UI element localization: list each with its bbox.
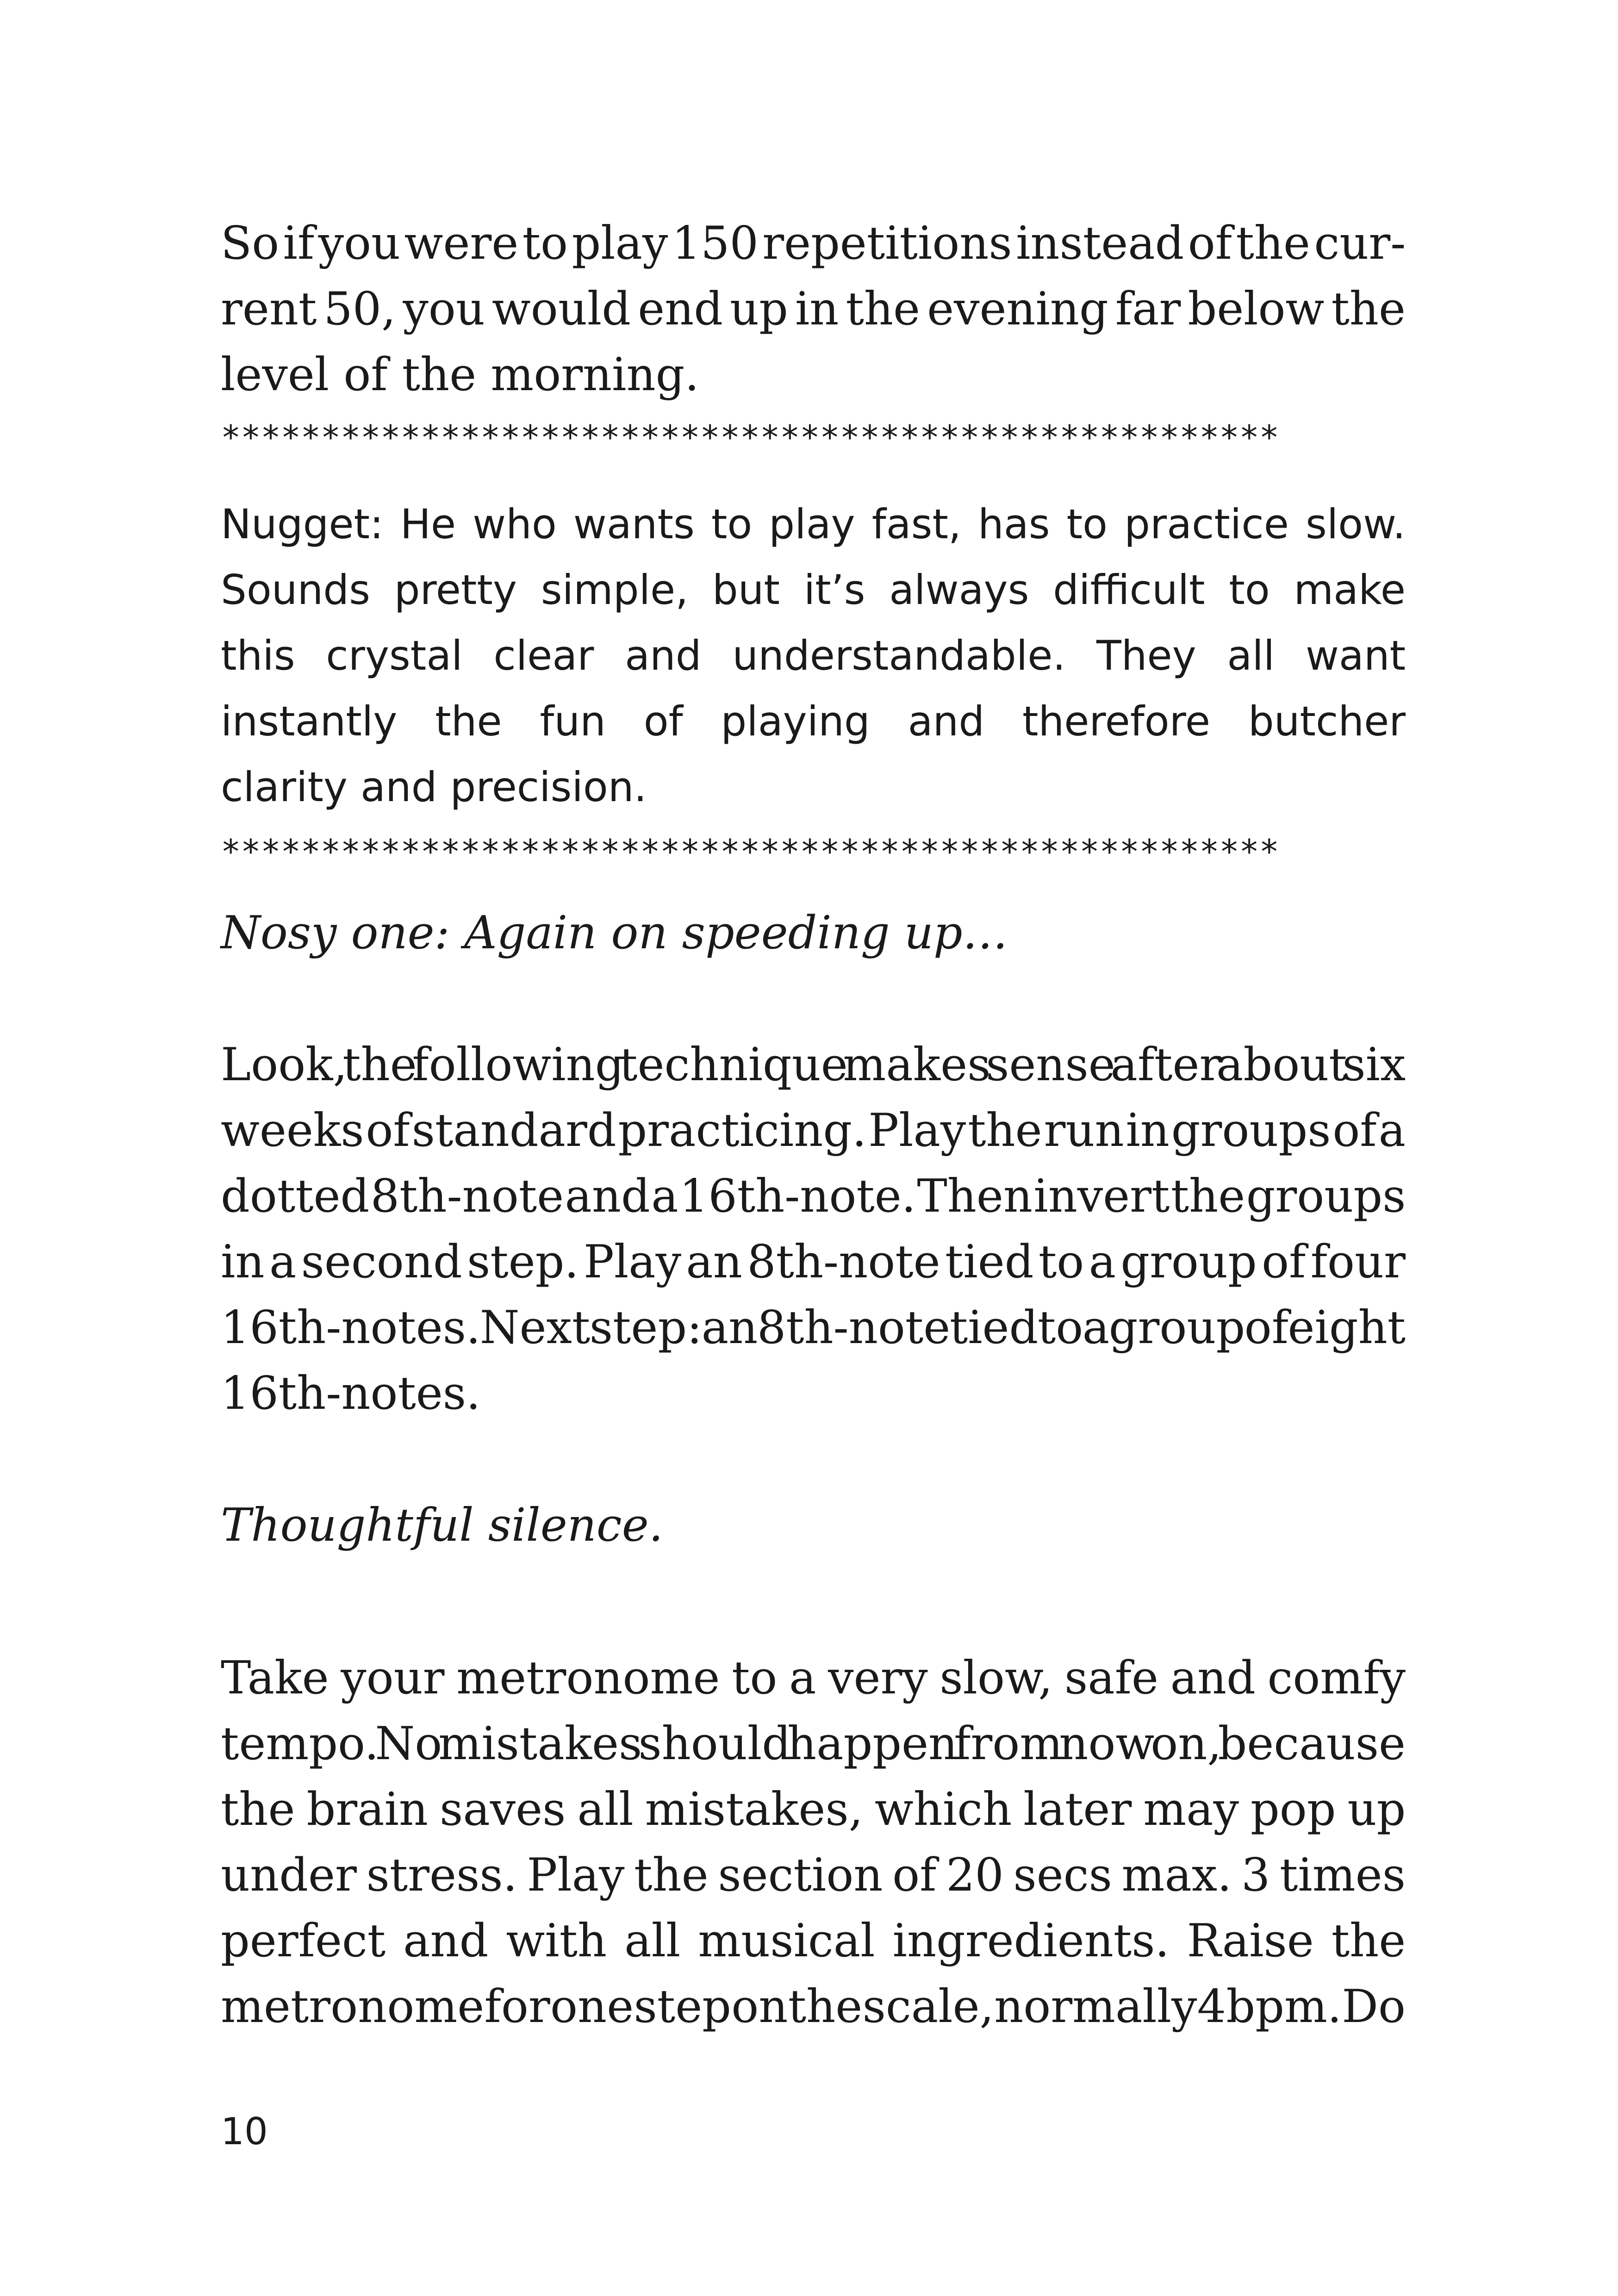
nugget-line: clarity and precision. bbox=[221, 763, 647, 811]
nugget-line: this crystal clear and understandable. They all want bbox=[221, 632, 1406, 679]
separator-bottom bbox=[221, 833, 1406, 870]
nugget-line: instantly the fun of playing and therefore butcher bbox=[221, 697, 1406, 745]
text-line: the brain saves all mistakes, which later may pop up bbox=[221, 1783, 1406, 1836]
text-line: Look, the following technique makes sense after about six bbox=[221, 1039, 1406, 1091]
page-number: 10 bbox=[221, 2110, 268, 2153]
stage-direction-line: Thoughtful silence. bbox=[221, 1499, 663, 1552]
paragraph-technique bbox=[221, 1032, 1406, 1426]
paragraph-repetitions bbox=[221, 211, 1406, 408]
nugget-line: Sounds pretty simple, but it’s always difficult to make bbox=[221, 566, 1406, 614]
nugget-box bbox=[221, 492, 1406, 820]
nugget-line: Nugget: He who wants to play fast, has to practice slow. bbox=[221, 500, 1406, 548]
question-line: Nosy one: Again on speeding up… bbox=[221, 907, 1008, 959]
asterisk-separator: ***************************************************** bbox=[221, 418, 1279, 457]
text-line: 16th-notes. bbox=[221, 1367, 481, 1420]
text-line: under stress. Play the section of 20 secs max. 3 times bbox=[221, 1849, 1406, 1902]
nosy-one-question bbox=[221, 900, 1406, 966]
text-line: level of the morning. bbox=[221, 348, 699, 401]
asterisk-separator: ***************************************************** bbox=[221, 832, 1279, 871]
thoughtful-silence bbox=[221, 1493, 1406, 1558]
paragraph-metronome bbox=[221, 1645, 1406, 2040]
text-line: weeks of standard practicing. Play the run in groups of a bbox=[221, 1104, 1406, 1157]
text-line: tempo. No mistakes should happen from now on, because bbox=[221, 1717, 1406, 1770]
text-line: metronome for one step on the scale, normally 4 bpm. Do bbox=[221, 1980, 1406, 2033]
text-line: perfect and with all musical ingredients. Raise the bbox=[221, 1915, 1406, 1967]
text-line: 16th-notes. Next step: an 8th-note tied to a group of eight bbox=[221, 1301, 1406, 1354]
separator-top bbox=[221, 419, 1406, 456]
text-line: dotted 8th-note and a 16th-note. Then invert the groups bbox=[221, 1170, 1406, 1223]
text-line: So if you were to play 150 repetitions instead of the cur- bbox=[221, 217, 1406, 270]
text-line: in a second step. Play an 8th-note tied to a group of four bbox=[221, 1236, 1406, 1288]
text-line: rent 50, you would end up in the evening far below the bbox=[221, 283, 1406, 336]
text-line: Take your metronome to a very slow, safe and comfy bbox=[221, 1652, 1406, 1705]
